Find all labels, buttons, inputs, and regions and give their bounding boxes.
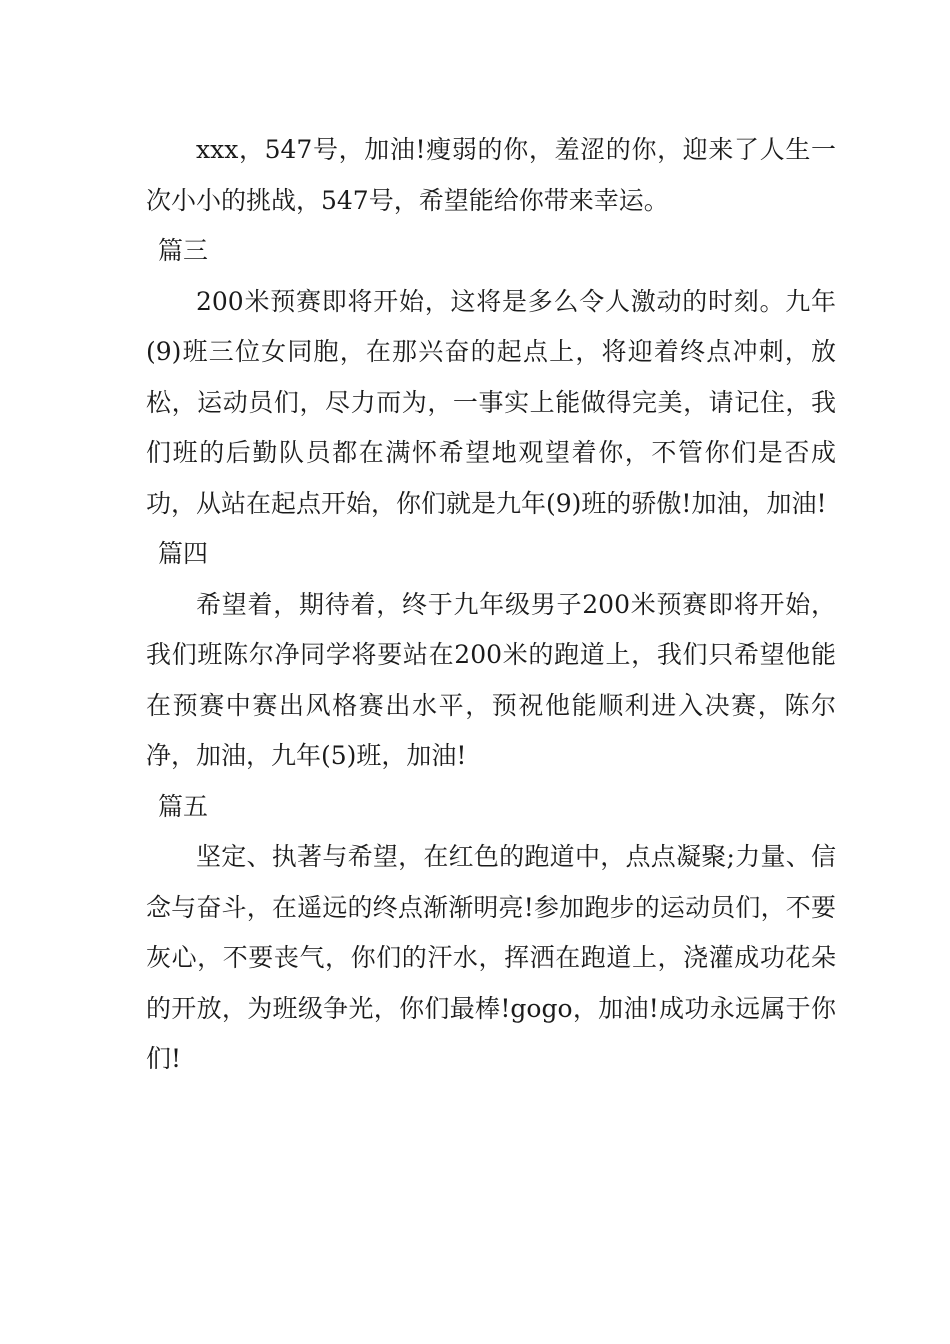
paragraph-intro: xxx，547号，加油!瘦弱的你，羞涩的你，迎来了人生一次小小的挑战，547号，希望能给你带来幸运。	[146, 135, 836, 215]
section-heading-3: 篇三	[158, 236, 209, 265]
paragraph-section-5: 坚定、执著与希望，在红色的跑道中，点点凝聚;力量、信念与奋斗，在遥远的终点渐渐明亮!参加跑步的运动员们，不要灰心，不要丧气，你们的汗水，挥洒在跑道上，浇灌成功花朵的开放，为班级争光，你们最棒!gogo，加油!成功永远属于你们!	[146, 842, 836, 1073]
section-heading-4: 篇四	[158, 539, 209, 568]
paragraph-section-4: 希望着，期待着，终于九年级男子200米预赛即将开始，我们班陈尔净同学将要站在200米的跑道上，我们只希望他能在预赛中赛出风格赛出水平，预祝他能顺利进入决赛，陈尔净，加油，九年(5)班，加油!	[146, 589, 836, 770]
section-heading-5: 篇五	[158, 791, 209, 821]
document-body	[146, 125, 836, 1085]
paragraph-section-3: 200米预赛即将开始，这将是多么令人激动的时刻。九年(9)班三位女同胞，在那兴奋的起点上，将迎着终点冲刺，放松，运动员们，尽力而为，一事实上能做得完美，请记住，我们班的后勤队员都在满怀希望地观望着你，不管你们是否成功，从站在起点开始，你们就是九年(9)班的骄傲!加油，加油!	[146, 286, 836, 518]
